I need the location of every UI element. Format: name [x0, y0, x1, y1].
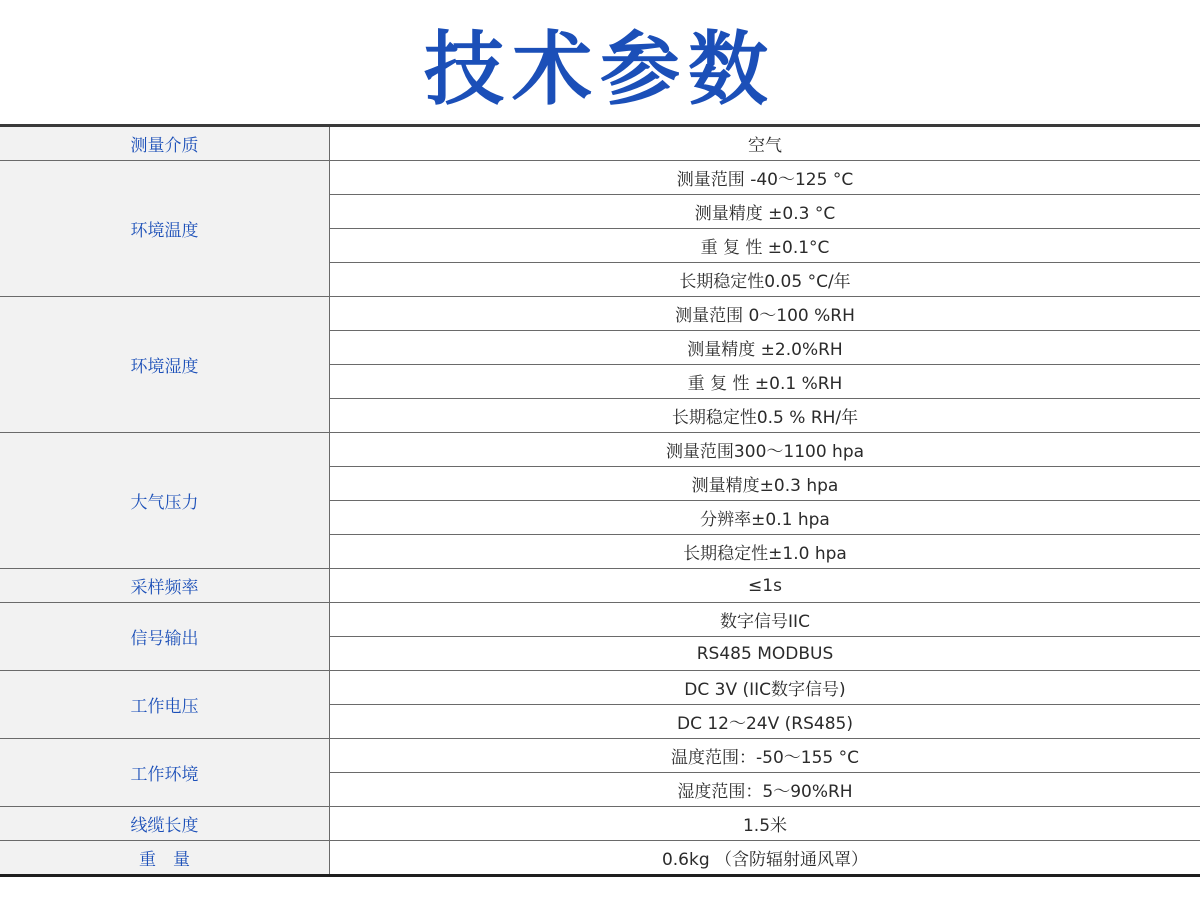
spec-value: 湿度范围：5～90%RH [330, 773, 1200, 807]
table-row [0, 739, 1200, 773]
spec-value: 1.5米 [330, 807, 1200, 841]
table-row [0, 603, 1200, 637]
spec-label: 采样频率 [0, 569, 330, 603]
table-row [0, 433, 1200, 467]
table-row [0, 807, 1200, 841]
spec-value: 长期稳定性0.5 % RH/年 [330, 399, 1200, 433]
spec-label: 线缆长度 [0, 807, 330, 841]
table-row [0, 126, 1200, 161]
spec-value: 0.6kg （含防辐射通风罩） [330, 841, 1200, 876]
spec-value: 温度范围：-50～155 °C [330, 739, 1200, 773]
spec-value: 长期稳定性0.05 °C/年 [330, 263, 1200, 297]
spec-value: 数字信号IIC [330, 603, 1200, 637]
spec-label: 工作电压 [0, 671, 330, 739]
table-row [0, 841, 1200, 876]
spec-value: 长期稳定性±1.0 hpa [330, 535, 1200, 569]
spec-label: 重 量 [0, 841, 330, 876]
spec-label: 信号输出 [0, 603, 330, 671]
spec-value: 测量范围300～1100 hpa [330, 433, 1200, 467]
spec-value: 测量精度±0.3 hpa [330, 467, 1200, 501]
spec-table [0, 124, 1200, 877]
spec-value: 测量精度 ±2.0%RH [330, 331, 1200, 365]
table-row [0, 297, 1200, 331]
page-title: 技术参数 [424, 23, 776, 116]
spec-value: ≤1s [330, 569, 1200, 603]
table-row [0, 569, 1200, 603]
spec-value: 重 复 性 ±0.1 %RH [330, 365, 1200, 399]
spec-table-body [0, 126, 1200, 876]
spec-value: 测量范围 -40～125 °C [330, 161, 1200, 195]
spec-value: 空气 [330, 126, 1200, 161]
spec-value: DC 3V (IIC数字信号) [330, 671, 1200, 705]
spec-value: DC 12～24V (RS485) [330, 705, 1200, 739]
spec-label: 工作环境 [0, 739, 330, 807]
spec-value: 分辨率±0.1 hpa [330, 501, 1200, 535]
spec-value: 重 复 性 ±0.1°C [330, 229, 1200, 263]
spec-label: 环境温度 [0, 161, 330, 297]
table-row [0, 671, 1200, 705]
spec-label: 环境湿度 [0, 297, 330, 433]
table-row [0, 161, 1200, 195]
spec-label: 测量介质 [0, 126, 330, 161]
spec-value: RS485 MODBUS [330, 637, 1200, 671]
spec-label: 大气压力 [0, 433, 330, 569]
spec-value: 测量精度 ±0.3 °C [330, 195, 1200, 229]
spec-value: 测量范围 0～100 %RH [330, 297, 1200, 331]
